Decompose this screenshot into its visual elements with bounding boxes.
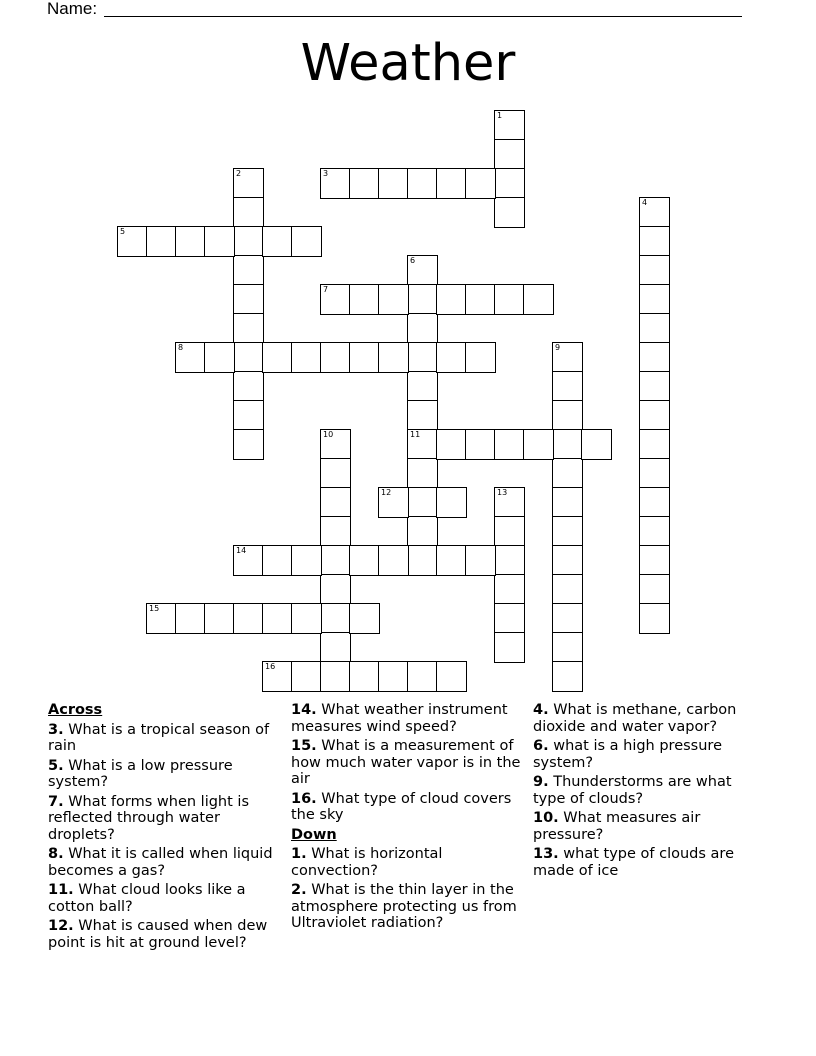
crossword-cell[interactable] xyxy=(262,661,293,692)
cell-number: 16 xyxy=(265,662,276,671)
crossword-cell[interactable] xyxy=(436,487,467,518)
crossword-cell[interactable] xyxy=(494,168,525,199)
name-label: Name: xyxy=(47,0,98,18)
crossword-cell[interactable] xyxy=(581,429,612,460)
crossword-cell[interactable] xyxy=(233,168,264,199)
crossword-cell[interactable] xyxy=(233,545,264,576)
clues-column-1 xyxy=(48,702,280,954)
crossword-cell[interactable] xyxy=(407,516,438,547)
crossword-cell[interactable] xyxy=(436,545,467,576)
crossword-cell[interactable] xyxy=(349,168,380,199)
crossword-cell[interactable] xyxy=(233,429,264,460)
clue-down-2: 2. What is the thin layer in the atmosphere protecting us from Ultraviolet radiation? xyxy=(291,882,517,931)
crossword-cell[interactable] xyxy=(552,487,583,518)
clue-across-8: 8. What it is called when liquid becomes a gas? xyxy=(48,846,273,879)
clue-across-3: 3. What is a tropical season of rain xyxy=(48,721,270,754)
crossword-cell[interactable] xyxy=(407,342,438,373)
crossword-cell[interactable] xyxy=(494,574,525,605)
cell-number: 13 xyxy=(497,488,508,497)
crossword-cell[interactable] xyxy=(639,429,670,460)
crossword-cell[interactable] xyxy=(639,574,670,605)
crossword-cell[interactable] xyxy=(146,226,177,257)
crossword-cell[interactable] xyxy=(465,168,496,199)
crossword-cell[interactable] xyxy=(407,487,438,518)
crossword-cell[interactable] xyxy=(639,197,670,228)
crossword-cell[interactable] xyxy=(552,661,583,692)
crossword-cell[interactable] xyxy=(436,342,467,373)
clue-across-15: 15. What is a measurement of how much water vapor is in the air xyxy=(291,738,521,787)
crossword-cell[interactable] xyxy=(639,284,670,315)
crossword-cell[interactable] xyxy=(465,429,496,460)
crossword-cell[interactable] xyxy=(349,603,380,634)
crossword-cell[interactable] xyxy=(146,603,177,634)
crossword-cell[interactable] xyxy=(349,284,380,315)
crossword-cell[interactable] xyxy=(204,342,235,373)
clue-across-14: 14. What weather instrument measures wind speed? xyxy=(291,702,508,735)
crossword-cell[interactable] xyxy=(291,226,322,257)
cell-number: 6 xyxy=(410,256,416,265)
crossword-cell[interactable] xyxy=(494,545,525,576)
cell-number: 10 xyxy=(323,430,334,439)
crossword-cell[interactable] xyxy=(233,603,264,634)
crossword-cell[interactable] xyxy=(494,487,525,518)
crossword-cell[interactable] xyxy=(320,545,351,576)
crossword-cell[interactable] xyxy=(552,574,583,605)
crossword-cell[interactable] xyxy=(262,342,293,373)
crossword-cell[interactable] xyxy=(639,371,670,402)
crossword-cell[interactable] xyxy=(465,284,496,315)
cell-number: 11 xyxy=(410,430,421,439)
crossword-cell[interactable] xyxy=(262,226,293,257)
down-heading: Down xyxy=(291,826,337,843)
crossword-cell[interactable] xyxy=(465,342,496,373)
clues-column-3 xyxy=(533,702,765,882)
crossword-cell[interactable] xyxy=(436,429,467,460)
crossword-cell[interactable] xyxy=(639,545,670,576)
crossword-cell[interactable] xyxy=(552,458,583,489)
crossword-cell[interactable] xyxy=(320,458,351,489)
crossword-cell[interactable] xyxy=(320,574,351,605)
crossword-cell[interactable] xyxy=(204,603,235,634)
clue-across-16: 16. What type of cloud covers the sky xyxy=(291,790,512,823)
crossword-cell[interactable] xyxy=(320,284,351,315)
cell-number: 7 xyxy=(323,285,329,294)
crossword-cell[interactable] xyxy=(291,342,322,373)
crossword-cell[interactable] xyxy=(378,545,409,576)
cell-number: 1 xyxy=(497,111,503,120)
crossword-cell[interactable] xyxy=(494,110,525,141)
crossword-cell[interactable] xyxy=(407,429,438,460)
clue-across-7: 7. What forms when light is reflected through water droplets? xyxy=(48,793,249,843)
crossword-cell[interactable] xyxy=(320,661,351,692)
crossword-cell[interactable] xyxy=(436,661,467,692)
cell-number: 5 xyxy=(120,227,126,236)
crossword-cell[interactable] xyxy=(407,661,438,692)
page-title: Weather xyxy=(300,34,516,93)
crossword-cell[interactable] xyxy=(175,342,206,373)
crossword-cell[interactable] xyxy=(407,545,438,576)
crossword-cell[interactable] xyxy=(494,603,525,634)
crossword-cell[interactable] xyxy=(320,429,351,460)
crossword-cell[interactable] xyxy=(262,545,293,576)
cell-number: 9 xyxy=(555,343,561,352)
crossword-cell[interactable] xyxy=(320,603,351,634)
crossword-cell[interactable] xyxy=(407,458,438,489)
crossword-cell[interactable] xyxy=(233,255,264,286)
crossword-cell[interactable] xyxy=(233,371,264,402)
cell-number: 8 xyxy=(178,343,184,352)
cell-number: 12 xyxy=(381,488,392,497)
crossword-cell[interactable] xyxy=(407,371,438,402)
crossword-cell[interactable] xyxy=(494,429,525,460)
clue-down-4: 4. What is methane, carbon dioxide and water vapor? xyxy=(533,702,737,735)
crossword-cell[interactable] xyxy=(552,371,583,402)
crossword-cell[interactable] xyxy=(378,487,409,518)
clue-down-6: 6. what is a high pressure system? xyxy=(533,738,722,771)
crossword-cell[interactable] xyxy=(349,342,380,373)
crossword-cell[interactable] xyxy=(262,603,293,634)
crossword-cell[interactable] xyxy=(320,342,351,373)
crossword-cell[interactable] xyxy=(552,342,583,373)
crossword-cell[interactable] xyxy=(320,516,351,547)
crossword-cell[interactable] xyxy=(552,429,583,460)
crossword-cell[interactable] xyxy=(349,545,380,576)
crossword-cell[interactable] xyxy=(233,284,264,315)
crossword-cell[interactable] xyxy=(494,197,525,228)
crossword-cell[interactable] xyxy=(233,342,264,373)
crossword-cell[interactable] xyxy=(233,400,264,431)
crossword-cell[interactable] xyxy=(465,545,496,576)
crossword-cell[interactable] xyxy=(494,516,525,547)
crossword-cell[interactable] xyxy=(175,603,206,634)
crossword-cell[interactable] xyxy=(378,342,409,373)
crossword-cell[interactable] xyxy=(233,197,264,228)
cell-number: 3 xyxy=(323,169,329,178)
clue-across-11: 11. What cloud looks like a cotton ball? xyxy=(48,882,246,915)
cell-number: 15 xyxy=(149,604,160,613)
crossword-cell[interactable] xyxy=(639,400,670,431)
crossword-cell[interactable] xyxy=(494,632,525,663)
clue-across-5: 5. What is a low pressure system? xyxy=(48,757,233,790)
crossword-cell[interactable] xyxy=(639,255,670,286)
crossword-cell[interactable] xyxy=(407,284,438,315)
crossword-cell[interactable] xyxy=(378,284,409,315)
crossword-cell[interactable] xyxy=(117,226,148,257)
crossword-cell[interactable] xyxy=(204,226,235,257)
crossword-cell[interactable] xyxy=(407,255,438,286)
crossword-cell[interactable] xyxy=(320,487,351,518)
crossword-cell[interactable] xyxy=(552,632,583,663)
crossword-cell[interactable] xyxy=(552,603,583,634)
crossword-cell[interactable] xyxy=(494,139,525,170)
crossword-cell[interactable] xyxy=(349,661,380,692)
crossword-cell[interactable] xyxy=(233,226,264,257)
crossword-cell[interactable] xyxy=(639,487,670,518)
crossword-cell[interactable] xyxy=(291,545,322,576)
crossword-cell[interactable] xyxy=(175,226,206,257)
crossword-cell[interactable] xyxy=(407,168,438,199)
crossword-cell[interactable] xyxy=(639,603,670,634)
crossword-cell[interactable] xyxy=(378,661,409,692)
crossword-cell[interactable] xyxy=(552,545,583,576)
cell-number: 4 xyxy=(642,198,648,207)
crossword-cell[interactable] xyxy=(552,516,583,547)
crossword-cell[interactable] xyxy=(639,342,670,373)
crossword-cell[interactable] xyxy=(407,400,438,431)
clue-down-13: 13. what type of clouds are made of ice xyxy=(533,846,734,879)
crossword-cell[interactable] xyxy=(639,516,670,547)
crossword-cell[interactable] xyxy=(436,284,467,315)
clue-down-1: 1. What is horizontal convection? xyxy=(291,846,443,879)
crossword-cell[interactable] xyxy=(407,313,438,344)
crossword-cell[interactable] xyxy=(291,661,322,692)
clue-down-10: 10. What measures air pressure? xyxy=(533,810,701,843)
clue-down-9: 9. Thunderstorms are what type of clouds? xyxy=(533,774,732,807)
clues-column-2 xyxy=(291,702,523,935)
crossword-cell[interactable] xyxy=(378,168,409,199)
crossword-cell[interactable] xyxy=(233,313,264,344)
across-heading: Across xyxy=(48,702,103,718)
crossword-cell[interactable] xyxy=(552,400,583,431)
crossword-cell[interactable] xyxy=(436,168,467,199)
cell-number: 14 xyxy=(236,546,247,555)
crossword-cell[interactable] xyxy=(320,632,351,663)
clue-across-12: 12. What is caused when dew point is hit at ground level? xyxy=(48,918,268,951)
crossword-cell[interactable] xyxy=(320,168,351,199)
cell-number: 2 xyxy=(236,169,242,178)
crossword-cell[interactable] xyxy=(291,603,322,634)
crossword-cell[interactable] xyxy=(523,284,554,315)
crossword-cell[interactable] xyxy=(494,284,525,315)
crossword-cell[interactable] xyxy=(523,429,554,460)
crossword-cell[interactable] xyxy=(639,458,670,489)
crossword-cell[interactable] xyxy=(639,313,670,344)
crossword-cell[interactable] xyxy=(639,226,670,257)
